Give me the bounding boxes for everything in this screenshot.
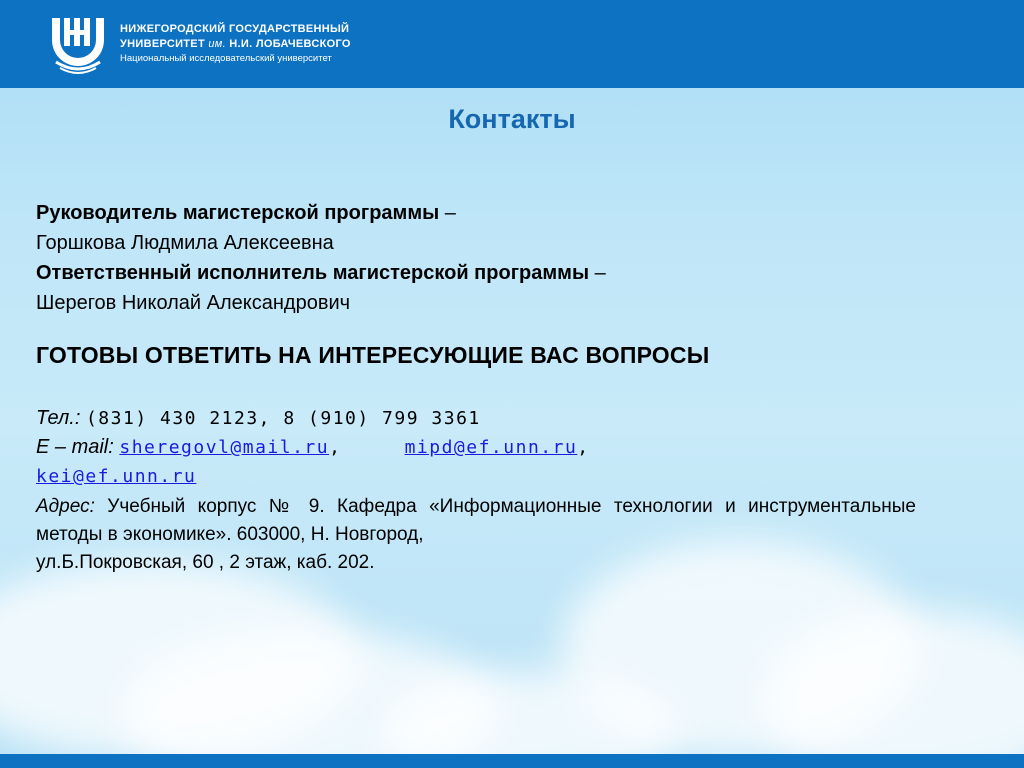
people-block: [36, 198, 926, 318]
contacts-block: [36, 404, 916, 577]
university-name-line2: [120, 37, 351, 52]
email-line: [36, 433, 916, 462]
email-line-2: [36, 462, 916, 491]
email-separator: ,: [577, 437, 590, 458]
page-title: Контакты: [448, 104, 576, 134]
footer-bar: [0, 754, 1024, 768]
phone-label: Тел.:: [36, 407, 81, 429]
dash: –: [439, 202, 456, 224]
address-text: Учебный корпус № 9. Кафедра «Информационные технологии и инструментальные методы в экономике». 603000, Н. Новгород,: [36, 496, 916, 545]
address-line-2: ул.Б.Покровская, 60 , 2 этаж, каб. 202.: [36, 552, 375, 573]
address-label: Адрес:: [36, 496, 95, 517]
questions-callout: ГОТОВЫ ОТВЕТИТЬ НА ИНТЕРЕСУЮЩИЕ ВАС ВОПРОСЫ: [36, 342, 710, 368]
university-name-im: им.: [208, 38, 226, 50]
dash: –: [589, 262, 606, 284]
address-paragraph: [36, 493, 916, 549]
executive-name: Шерегов Николай Александрович: [36, 292, 351, 314]
email-link-sheregov[interactable]: sheregovl@mail.ru: [119, 437, 330, 458]
phone-line: [36, 404, 916, 433]
university-header: [0, 0, 1024, 88]
university-name-line1: НИЖЕГОРОДСКИЙ ГОСУДАРСТВЕННЫЙ: [120, 23, 350, 35]
email-link-kei[interactable]: kei@ef.unn.ru: [36, 466, 197, 487]
university-name-line2-b: Н.И. ЛОБАЧЕВСКОГО: [225, 38, 351, 50]
role-head-label: Руководитель магистерской программы: [36, 202, 440, 224]
executive-of-program: [36, 258, 926, 288]
university-name: [120, 22, 351, 66]
email-link-mipd[interactable]: mipd@ef.unn.ru: [404, 437, 578, 458]
unn-logo-icon: [46, 12, 110, 76]
university-name-line2-a: УНИВЕРСИТЕТ: [120, 38, 209, 50]
head-name: Горшкова Людмила Алексеевна: [36, 232, 334, 254]
university-subtitle: Национальный исследовательский университет: [120, 53, 332, 64]
email-separator: ,: [329, 437, 342, 458]
role-executive-label: Ответственный исполнитель магистерской программы: [36, 262, 590, 284]
email-label: E – mail:: [36, 436, 114, 458]
head-of-program: [36, 198, 926, 228]
phone-value: (831) 430 2123, 8 (910) 799 3361: [85, 408, 481, 429]
